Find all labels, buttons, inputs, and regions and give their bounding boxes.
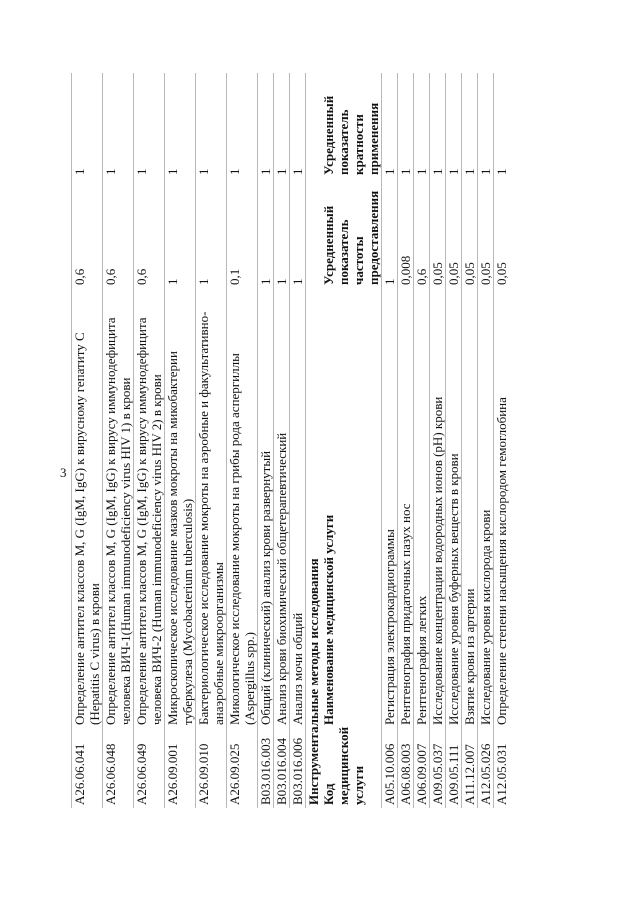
- frequency-value: 0,6: [414, 178, 430, 288]
- frequency-value: 1: [382, 178, 398, 288]
- service-name: Определение антител классов M, G (IgM, IgG) к вирусному гепатиту C (Hepatitis C virus) в крови: [72, 288, 103, 728]
- service-code: A05.10.006: [382, 728, 398, 808]
- lab-rows: [72, 73, 306, 808]
- multiplicity-value: 1: [446, 73, 462, 178]
- frequency-value: 1: [290, 178, 306, 288]
- frequency-value: 0,1: [227, 178, 258, 288]
- frequency-value: 1: [258, 178, 274, 288]
- service-name: Анализ крови биохимический общетерапевтический: [274, 288, 290, 728]
- multiplicity-value: 1: [290, 73, 306, 178]
- multiplicity-value: 1: [196, 73, 227, 178]
- table-row: [430, 73, 446, 808]
- frequency-value: 0,6: [134, 178, 165, 288]
- multiplicity-value: 1: [414, 73, 430, 178]
- frequency-value: 0,05: [494, 178, 510, 288]
- section-row: [306, 73, 322, 808]
- frequency-value: 1: [196, 178, 227, 288]
- page-number: 3: [60, 465, 67, 480]
- service-code: A26.06.049: [134, 728, 165, 808]
- header-row: [321, 73, 382, 808]
- service-name: Общий (клинический) анализ крови развернутый: [258, 288, 274, 728]
- table-row: [103, 73, 134, 808]
- table-row: [227, 73, 258, 808]
- frequency-value: 0,008: [398, 178, 414, 288]
- frequency-value: 0,6: [72, 178, 103, 288]
- service-code: A09.05.037: [430, 728, 446, 808]
- service-name: Исследование уровня кислорода крови: [478, 288, 494, 728]
- multiplicity-value: 1: [478, 73, 494, 178]
- service-name: Взятие крови из артерии: [462, 288, 478, 728]
- frequency-value: 0,05: [446, 178, 462, 288]
- multiplicity-value: 1: [430, 73, 446, 178]
- service-name: Рентгенография придаточных пазух нос: [398, 288, 414, 728]
- table-row: [134, 73, 165, 808]
- multiplicity-value: 1: [227, 73, 258, 178]
- service-code: A26.06.041: [72, 728, 103, 808]
- service-name: Определение степени насыщения кислородом гемоглобина: [494, 288, 510, 728]
- service-code: A12.05.031: [494, 728, 510, 808]
- table-row: [72, 73, 103, 808]
- service-code: A09.05.111: [446, 728, 462, 808]
- multiplicity-value: 1: [398, 73, 414, 178]
- multiplicity-value: 1: [165, 73, 196, 178]
- table-row: [165, 73, 196, 808]
- service-name: Бактериологическое исследование мокроты на аэробные и факультативно-анаэробные микроорганизмы: [196, 288, 227, 728]
- service-name: Определение антител классов M, G (IgM, IgG) к вирусу иммунодефицита человека ВИЧ-1(Human immunodeficiency virus HIV 1) в крови: [103, 288, 134, 728]
- table-row: [382, 73, 398, 808]
- service-name: Рентгенография легких: [414, 288, 430, 728]
- header-freq: Усредненный показатель частоты предоставления: [321, 190, 381, 285]
- frequency-value: 0,05: [430, 178, 446, 288]
- table-row: [398, 73, 414, 808]
- frequency-value: 0,6: [103, 178, 134, 288]
- header-code: Код медицинской услуги: [321, 726, 366, 805]
- service-code: A26.09.010: [196, 728, 227, 808]
- multiplicity-value: 1: [382, 73, 398, 178]
- table-row: [446, 73, 462, 808]
- table-row: [462, 73, 478, 808]
- instr-rows: [382, 73, 510, 808]
- table-row: [274, 73, 290, 808]
- service-code: A26.09.025: [227, 728, 258, 808]
- multiplicity-value: 1: [258, 73, 274, 178]
- service-name: Определение антител классов M, G (IgM, IgG) к вирусу иммунодефицита человека ВИЧ-2 (Human immunodeficiency virus HIV 2) в крови: [134, 288, 165, 728]
- multiplicity-value: 1: [274, 73, 290, 178]
- table-row: [290, 73, 306, 808]
- frequency-value: 1: [165, 178, 196, 288]
- multiplicity-value: 1: [134, 73, 165, 178]
- service-name: Анализ мочи общий: [290, 288, 306, 728]
- service-code: B03.016.006: [290, 728, 306, 808]
- service-name: Исследование концентрации водородных ионов (pH) крови: [430, 288, 446, 728]
- header-name: Наименование медицинской услуги: [321, 514, 336, 725]
- table-row: [258, 73, 274, 808]
- service-code: A11.12.007: [462, 728, 478, 808]
- service-code: A06.09.007: [414, 728, 430, 808]
- table-row: [494, 73, 510, 808]
- section-block: [306, 73, 382, 808]
- service-code: A26.06.048: [103, 728, 134, 808]
- service-name: Исследование уровня буферных веществ в крови: [446, 288, 462, 728]
- frequency-value: 1: [274, 178, 290, 288]
- table-row: [414, 73, 430, 808]
- multiplicity-value: 1: [494, 73, 510, 178]
- service-name: Регистрация электрокардиограммы: [382, 288, 398, 728]
- header-mult: Усредненный показатель кратности применения: [321, 95, 381, 175]
- service-code: B03.016.003: [258, 728, 274, 808]
- service-code: A26.09.001: [165, 728, 196, 808]
- service-name: Микологическое исследование мокроты на грибы рода аспергиллы (Aspergillus spp.): [227, 288, 258, 728]
- table-row: [196, 73, 227, 808]
- multiplicity-value: 1: [103, 73, 134, 178]
- services-table: [71, 73, 509, 808]
- table-row: [478, 73, 494, 808]
- service-code: B03.016.004: [274, 728, 290, 808]
- multiplicity-value: 1: [462, 73, 478, 178]
- service-code: A06.08.003: [398, 728, 414, 808]
- frequency-value: 0,05: [478, 178, 494, 288]
- service-code: A12.05.026: [478, 728, 494, 808]
- service-name: Микроскопическое исследование мазков мокроты на микобактерии туберкулеза (Mycobacterium tuberculosis): [165, 288, 196, 728]
- multiplicity-value: 1: [72, 73, 103, 178]
- frequency-value: 0,05: [462, 178, 478, 288]
- section-title: Инструментальные методы исследования: [306, 73, 322, 808]
